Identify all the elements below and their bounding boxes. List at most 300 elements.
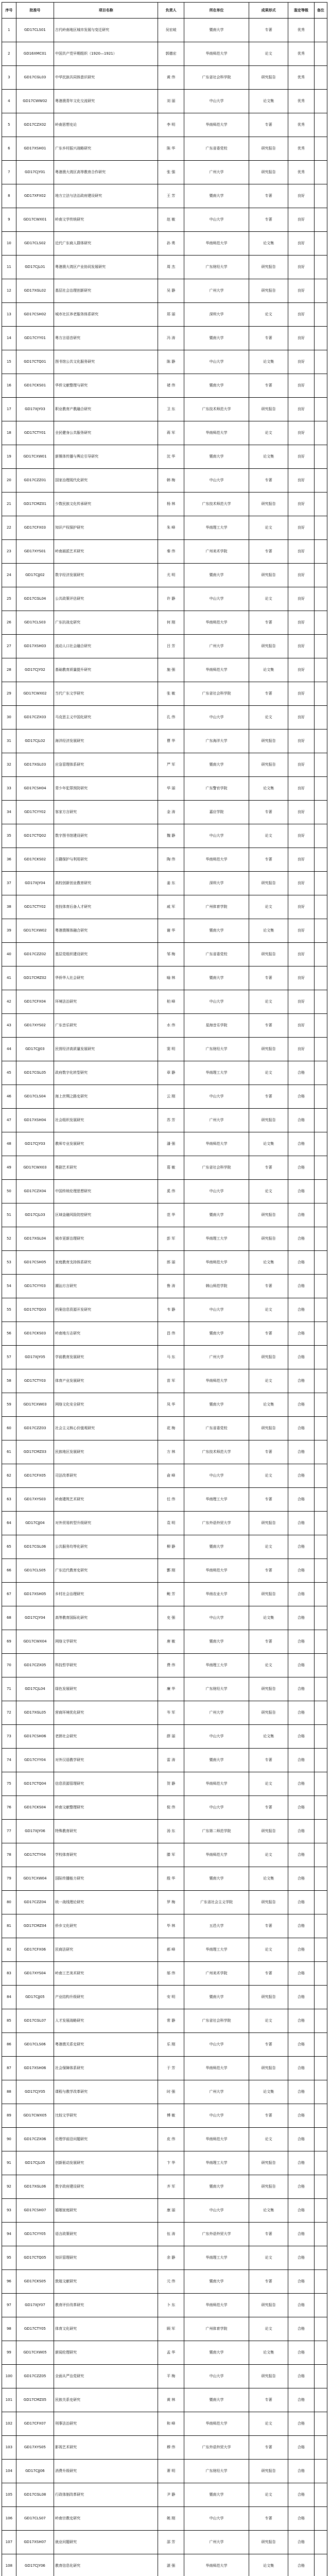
cell-approval-no: GD17CGL08 <box>16 2483 54 2507</box>
cell-lead: 孙 勇 <box>158 232 184 256</box>
cell-index: 15 <box>2 350 16 374</box>
cell-index: 41 <box>2 967 16 990</box>
cell-form: 研究报告 <box>249 564 288 587</box>
cell-grade: 合格 <box>288 2436 315 2460</box>
cell-form: 论文 <box>249 824 288 848</box>
cell-lead: 褚 伟 <box>158 374 184 398</box>
cell-project-name: 公共政策评估研究 <box>54 587 158 611</box>
cell-note <box>314 2412 327 2436</box>
cell-approval-no: GD17CZX04 <box>16 1180 54 1204</box>
cell-unit: 中山大学 <box>184 90 249 113</box>
cell-grade: 良好 <box>288 658 315 682</box>
cell-index: 78 <box>2 1843 16 1867</box>
cell-form: 研究报告 <box>249 872 288 895</box>
cell-note <box>314 1559 327 1583</box>
cell-unit: 暨南大学 <box>184 19 249 42</box>
cell-approval-no: GD17CZZ04 <box>16 1891 54 1914</box>
cell-form: 论文 <box>249 2009 288 2033</box>
table-row <box>2 1369 327 1393</box>
cell-lead: 朱 峰 <box>158 516 184 540</box>
header-lead: 负责人 <box>158 3 184 19</box>
cell-index: 44 <box>2 1038 16 1061</box>
cell-note <box>314 777 327 801</box>
cell-grade: 合格 <box>288 1417 315 1440</box>
cell-unit: 暨南大学 <box>184 2175 249 2199</box>
cell-project-name: 粤港澳大湾区高等教育合作研究 <box>54 161 158 184</box>
cell-unit: 广东外语外贸大学 <box>184 2436 249 2460</box>
cell-lead: 赵 敏 <box>158 208 184 232</box>
cell-project-name: 岭南工艺美术研究 <box>54 1962 158 1986</box>
cell-form: 研究报告 <box>249 2365 288 2388</box>
cell-form: 研究报告 <box>249 2175 288 2199</box>
cell-project-name: 青少年犯罪预防研究 <box>54 777 158 801</box>
cell-lead: 陈 华 <box>158 137 184 161</box>
cell-unit: 广东省社会主义学院 <box>184 1891 249 1914</box>
cell-form: 专著 <box>249 1440 288 1464</box>
table-row <box>2 777 327 801</box>
cell-project-name: 行政体制改革研究 <box>54 2483 158 2507</box>
cell-form: 论文集 <box>249 350 288 374</box>
cell-unit: 暨南大学 <box>184 1204 249 1227</box>
cell-lead: 酆 刚 <box>158 1559 184 1583</box>
table-row <box>2 1891 327 1914</box>
cell-lead: 邬 伟 <box>158 1962 184 1986</box>
table-row <box>2 2175 327 2199</box>
cell-project-name: 侨乡文化研究 <box>54 1914 158 1938</box>
cell-project-name: 教师专业发展研究 <box>54 1132 158 1156</box>
cell-project-name: 区域金融风险防控研究 <box>54 1204 158 1227</box>
cell-form: 专著 <box>249 19 288 42</box>
table-row <box>2 1346 327 1369</box>
cell-grade: 合格 <box>288 1820 315 1843</box>
cell-project-name: 城市更新治理研究 <box>54 1227 158 1251</box>
cell-form: 论文集 <box>249 658 288 682</box>
table-row <box>2 42 327 66</box>
cell-index: 5 <box>2 113 16 137</box>
cell-unit: 广东省社会科学院 <box>184 1156 249 1180</box>
cell-grade: 合格 <box>288 2531 315 2554</box>
cell-note <box>314 66 327 90</box>
cell-approval-no: GD17CFX03 <box>16 516 54 540</box>
cell-form: 论文 <box>249 1843 288 1867</box>
cell-project-name: 环境法治研究 <box>54 990 158 1014</box>
cell-grade: 良好 <box>288 895 315 919</box>
cell-index: 19 <box>2 445 16 469</box>
cell-unit: 暨南大学 <box>184 1867 249 1891</box>
cell-project-name: 中国共产党早期组织（1920—1921） <box>54 42 158 66</box>
table-row <box>2 1298 327 1322</box>
cell-unit: 暨南大学 <box>184 2388 249 2412</box>
cell-approval-no: GD17CJY01 <box>16 161 54 184</box>
cell-unit: 中山大学 <box>184 587 249 611</box>
cell-lead: 杨 林 <box>158 493 184 516</box>
cell-lead: 于 芳 <box>158 2057 184 2080</box>
cell-index: 88 <box>2 2080 16 2104</box>
cell-unit: 广东警官学院 <box>184 777 249 801</box>
cell-grade: 优秀 <box>288 19 315 42</box>
cell-form: 研究报告 <box>249 943 288 967</box>
cell-approval-no: GD17CZX06 <box>16 2128 54 2151</box>
cell-unit: 暨南大学 <box>184 967 249 990</box>
cell-note <box>314 1204 327 1227</box>
cell-grade: 合格 <box>288 1535 315 1559</box>
cell-grade: 合格 <box>288 1630 315 1654</box>
cell-lead: 曹 华 <box>158 730 184 753</box>
cell-form: 专著 <box>249 1275 288 1298</box>
cell-form: 研究报告 <box>249 1820 288 1843</box>
cell-project-name: 广东乡村振兴战略研究 <box>54 137 158 161</box>
cell-project-name: 古代岭南地区城市发展与变迁研究 <box>54 19 158 42</box>
cell-project-name: 民族地区发展研究 <box>54 1440 158 1464</box>
cell-lead: 鲍 芳 <box>158 1583 184 1606</box>
cell-lead: 郑 丽 <box>158 303 184 327</box>
cell-form: 论文集 <box>249 2341 288 2365</box>
cell-form: 论文 <box>249 516 288 540</box>
cell-approval-no: GD17CZX05 <box>16 1654 54 1677</box>
table-row <box>2 730 327 753</box>
cell-grade: 合格 <box>288 1132 315 1156</box>
cell-approval-no: GD17CGL07 <box>16 2009 54 2033</box>
cell-unit: 广州体育学院 <box>184 895 249 919</box>
table-row <box>2 2388 327 2412</box>
cell-form: 专著 <box>249 2388 288 2412</box>
table-row <box>2 658 327 682</box>
cell-grade: 合格 <box>288 1986 315 2009</box>
cell-lead: 刘 丽 <box>158 90 184 113</box>
cell-approval-no: GD17CTY04 <box>16 1843 54 1867</box>
cell-approval-no: GD17XJY05 <box>16 1346 54 1369</box>
cell-form: 论文 <box>249 1772 288 1796</box>
cell-index: 93 <box>2 2199 16 2223</box>
table-row <box>2 1014 327 1038</box>
cell-lead: 张 强 <box>158 161 184 184</box>
cell-form: 专著 <box>249 1559 288 1583</box>
cell-lead: 苏 芳 <box>158 1109 184 1132</box>
cell-form: 研究报告 <box>249 161 288 184</box>
cell-approval-no: GD17CSH07 <box>16 2199 54 2223</box>
table-row <box>2 327 327 350</box>
cell-approval-no: GD17CWX05 <box>16 2104 54 2128</box>
cell-note <box>314 540 327 564</box>
cell-grade: 优秀 <box>288 42 315 66</box>
cell-unit: 广东财经大学 <box>184 1677 249 1701</box>
cell-project-name: 影视艺术研究 <box>54 2436 158 2460</box>
cell-index: 103 <box>2 2436 16 2460</box>
cell-note <box>314 1346 327 1369</box>
cell-form: 论文 <box>249 2317 288 2341</box>
cell-project-name: 岭南地方志研究 <box>54 1322 158 1346</box>
cell-grade: 良好 <box>288 919 315 943</box>
cell-grade: 合格 <box>288 1677 315 1701</box>
cell-project-name: 图书馆公共文化服务研究 <box>54 350 158 374</box>
cell-form: 论文集 <box>249 2199 288 2223</box>
cell-note <box>314 895 327 919</box>
table-row <box>2 2554 327 2576</box>
cell-project-name: 对外贸易转型升级研究 <box>54 1512 158 1535</box>
cell-note <box>314 2246 327 2270</box>
cell-unit: 暨南大学 <box>184 564 249 587</box>
results-table <box>2 2 327 2576</box>
table-row <box>2 1227 327 1251</box>
cell-index: 10 <box>2 232 16 256</box>
cell-grade: 良好 <box>288 350 315 374</box>
cell-unit: 华南师范大学 <box>184 42 249 66</box>
table-row <box>2 587 327 611</box>
cell-approval-no: GD17CJY06 <box>16 2554 54 2576</box>
cell-note <box>314 1227 327 1251</box>
cell-index: 94 <box>2 2223 16 2246</box>
cell-grade: 合格 <box>288 1654 315 1677</box>
cell-approval-no: GD17XSH01 <box>16 137 54 161</box>
cell-lead: 萧 明 <box>158 2460 184 2483</box>
cell-index: 101 <box>2 2388 16 2412</box>
cell-project-name: 流动人口社会融合研究 <box>54 635 158 658</box>
cell-index: 54 <box>2 1275 16 1298</box>
cell-approval-no: GD17CGL04 <box>16 587 54 611</box>
cell-index: 20 <box>2 469 16 493</box>
cell-approval-no: GD17CSH04 <box>16 777 54 801</box>
cell-approval-no: GD17CFX04 <box>16 990 54 1014</box>
cell-grade: 合格 <box>288 2554 315 2576</box>
cell-note <box>314 1417 327 1440</box>
table-row <box>2 2270 327 2294</box>
cell-approval-no: GD17CSH06 <box>16 1725 54 1749</box>
table-row <box>2 1938 327 1962</box>
cell-approval-no: GD17CYY04 <box>16 1749 54 1772</box>
cell-project-name: 近代广东商人群体研究 <box>54 232 158 256</box>
cell-unit: 中山大学 <box>184 1725 249 1749</box>
cell-index: 36 <box>2 848 16 872</box>
cell-unit: 华南农业大学 <box>184 1583 249 1606</box>
cell-project-name: 数字图书馆建设研究 <box>54 824 158 848</box>
cell-grade: 良好 <box>288 587 315 611</box>
cell-unit: 中山大学 <box>184 1796 249 1820</box>
cell-note <box>314 1677 327 1701</box>
table-row <box>2 1204 327 1227</box>
cell-form: 专著 <box>249 1962 288 1986</box>
cell-note <box>314 682 327 706</box>
cell-index: 30 <box>2 706 16 730</box>
table-row <box>2 1156 327 1180</box>
cell-project-name: 马克思主义中国化研究 <box>54 706 158 730</box>
cell-index: 17 <box>2 398 16 421</box>
cell-unit: 广东省委党校 <box>184 1417 249 1440</box>
cell-form: 研究报告 <box>249 2294 288 2317</box>
cell-approval-no: GD17CMZ01 <box>16 493 54 516</box>
cell-note <box>314 1440 327 1464</box>
table-row <box>2 540 327 564</box>
cell-grade: 合格 <box>288 2009 315 2033</box>
cell-form: 专著 <box>249 801 288 824</box>
cell-approval-no: GD17CLS04 <box>16 1085 54 1109</box>
cell-index: 100 <box>2 2365 16 2388</box>
cell-grade: 合格 <box>288 1843 315 1867</box>
table-row <box>2 2460 327 2483</box>
cell-approval-no: GD17CWX02 <box>16 682 54 706</box>
cell-form: 研究报告 <box>249 1227 288 1251</box>
cell-approval-no: GD17CTQ01 <box>16 350 54 374</box>
cell-form: 论文 <box>249 990 288 1014</box>
cell-unit: 暨南大学 <box>184 1322 249 1346</box>
cell-grade: 合格 <box>288 1796 315 1820</box>
cell-lead: 云 刚 <box>158 1085 184 1109</box>
cell-project-name: 岭南文献整理研究 <box>54 1796 158 1820</box>
cell-unit: 广州大学 <box>184 1346 249 1369</box>
cell-unit: 广州美术学院 <box>184 540 249 564</box>
cell-index: 25 <box>2 587 16 611</box>
cell-approval-no: GD17XJY06 <box>16 1820 54 1843</box>
cell-unit: 中山大学 <box>184 2104 249 2128</box>
cell-index: 45 <box>2 1061 16 1085</box>
cell-index: 63 <box>2 1488 16 1512</box>
cell-note <box>314 1938 327 1962</box>
cell-project-name: 绿色发展研究 <box>54 1677 158 1701</box>
cell-unit: 华南师范大学 <box>184 2057 249 2080</box>
cell-form: 研究报告 <box>249 1701 288 1725</box>
cell-lead: 魏 静 <box>158 824 184 848</box>
cell-lead: 王 芳 <box>158 184 184 208</box>
cell-approval-no: GD17CZZ05 <box>16 2365 54 2388</box>
header-index: 序号 <box>2 3 16 19</box>
cell-unit: 中山大学 <box>184 2365 249 2388</box>
cell-approval-no: GD17CTY03 <box>16 1369 54 1393</box>
cell-form: 专著 <box>249 1085 288 1109</box>
cell-grade: 合格 <box>288 1251 315 1275</box>
cell-grade: 合格 <box>288 1559 315 1583</box>
table-row <box>2 848 327 872</box>
cell-approval-no: GD17CKS04 <box>16 1796 54 1820</box>
cell-unit: 广州美术学院 <box>184 1962 249 1986</box>
cell-approval-no: GD17CFX07 <box>16 2412 54 2436</box>
cell-note <box>314 658 327 682</box>
cell-lead: 奚 伟 <box>158 1180 184 1204</box>
cell-index: 106 <box>2 2507 16 2531</box>
table-row <box>2 1914 327 1938</box>
cell-project-name: 高等教育国际化研究 <box>54 1606 158 1630</box>
cell-grade: 合格 <box>288 1393 315 1417</box>
cell-approval-no: GD17CLS02 <box>16 232 54 256</box>
cell-form: 专著 <box>249 1914 288 1938</box>
cell-lead: 尤 明 <box>158 564 184 587</box>
cell-project-name: 语言政策研究 <box>54 2223 158 2246</box>
table-row <box>2 706 327 730</box>
cell-form: 研究报告 <box>249 137 288 161</box>
cell-index: 96 <box>2 2270 16 2294</box>
cell-form: 论文集 <box>249 90 288 113</box>
cell-index: 72 <box>2 1701 16 1725</box>
table-row <box>2 990 327 1014</box>
cell-lead: 黄 伟 <box>158 66 184 90</box>
cell-index: 18 <box>2 421 16 445</box>
cell-note <box>314 113 327 137</box>
cell-index: 53 <box>2 1251 16 1275</box>
cell-project-name: 学前教育发展研究 <box>54 1346 158 1369</box>
cell-unit: 华南师范大学 <box>184 658 249 682</box>
cell-lead: 安 明 <box>158 1986 184 2009</box>
cell-index: 39 <box>2 919 16 943</box>
cell-index: 84 <box>2 1986 16 2009</box>
cell-lead: 葛 敏 <box>158 1156 184 1180</box>
cell-grade: 良好 <box>288 848 315 872</box>
cell-note <box>314 2199 327 2223</box>
cell-note <box>314 232 327 256</box>
table-row <box>2 1512 327 1535</box>
cell-lead: 费 伟 <box>158 1654 184 1677</box>
cell-grade: 合格 <box>288 2246 315 2270</box>
cell-form: 研究报告 <box>249 1204 288 1227</box>
cell-project-name: 数字政府建设研究 <box>54 2175 158 2199</box>
cell-approval-no: GD17CFX06 <box>16 1938 54 1962</box>
cell-approval-no: GD17CJJ03 <box>16 1038 54 1061</box>
cell-note <box>314 137 327 161</box>
cell-unit: 星海音乐学院 <box>184 1014 249 1038</box>
cell-lead: 袁 明 <box>158 1512 184 1535</box>
cell-lead: 孔 伟 <box>158 706 184 730</box>
table-row <box>2 493 327 516</box>
cell-lead: 卜 东 <box>158 2294 184 2317</box>
cell-index: 51 <box>2 1204 16 1227</box>
cell-lead: 薛 丽 <box>158 1725 184 1749</box>
cell-note <box>314 2128 327 2151</box>
cell-project-name: 粤剧艺术研究 <box>54 1156 158 1180</box>
cell-approval-no: GD17XGL02 <box>16 279 54 303</box>
cell-index: 56 <box>2 1322 16 1346</box>
cell-form: 研究报告 <box>249 2151 288 2175</box>
cell-index: 27 <box>2 635 16 658</box>
cell-unit: 广东财经大学 <box>184 1038 249 1061</box>
cell-project-name: 城市社区养老服务体系研究 <box>54 303 158 327</box>
cell-lead: 施 强 <box>158 658 184 682</box>
cell-index: 38 <box>2 895 16 919</box>
cell-index: 13 <box>2 303 16 327</box>
cell-unit: 暨南大学 <box>184 1630 249 1654</box>
cell-unit: 中山大学 <box>184 1464 249 1488</box>
cell-grade: 合格 <box>288 1204 315 1227</box>
cell-form: 论文 <box>249 1654 288 1677</box>
cell-approval-no: GD17CZZ01 <box>16 469 54 493</box>
cell-index: 62 <box>2 1464 16 1488</box>
cell-project-name: 人才发展战略研究 <box>54 2009 158 2033</box>
cell-project-name: 网络文化安全研究 <box>54 1393 158 1417</box>
cell-unit: 华南师范大学 <box>184 1559 249 1583</box>
cell-project-name: 婚姻家庭研究 <box>54 2199 158 2223</box>
table-row <box>2 1559 327 1583</box>
cell-approval-no: GD17CJL05 <box>16 2151 54 2175</box>
cell-lead: 常 静 <box>158 2009 184 2033</box>
cell-grade: 合格 <box>288 1891 315 1914</box>
cell-note <box>314 1085 327 1109</box>
cell-approval-no: GD17XGL05 <box>16 1701 54 1725</box>
table-row <box>2 2151 327 2175</box>
cell-note <box>314 398 327 421</box>
cell-approval-no: GD17CLS07 <box>16 2507 54 2531</box>
cell-lead: 姚 刚 <box>158 2507 184 2531</box>
cell-lead: 李 明 <box>158 113 184 137</box>
cell-note <box>314 848 327 872</box>
cell-project-name: 比较文学研究 <box>54 2104 158 2128</box>
cell-note <box>314 1014 327 1038</box>
cell-approval-no: GD16XMC01 <box>16 42 54 66</box>
table-row <box>2 1535 327 1559</box>
cell-index: 46 <box>2 1085 16 1109</box>
cell-index: 55 <box>2 1298 16 1322</box>
cell-lead: 昌 伟 <box>158 1322 184 1346</box>
cell-project-name: 基层社会治理创新研究 <box>54 279 158 303</box>
cell-project-name: 特殊教育研究 <box>54 1820 158 1843</box>
cell-unit: 广东外语外贸大学 <box>184 2223 249 2246</box>
cell-form: 专著 <box>249 682 288 706</box>
cell-lead: 陶 伟 <box>158 848 184 872</box>
